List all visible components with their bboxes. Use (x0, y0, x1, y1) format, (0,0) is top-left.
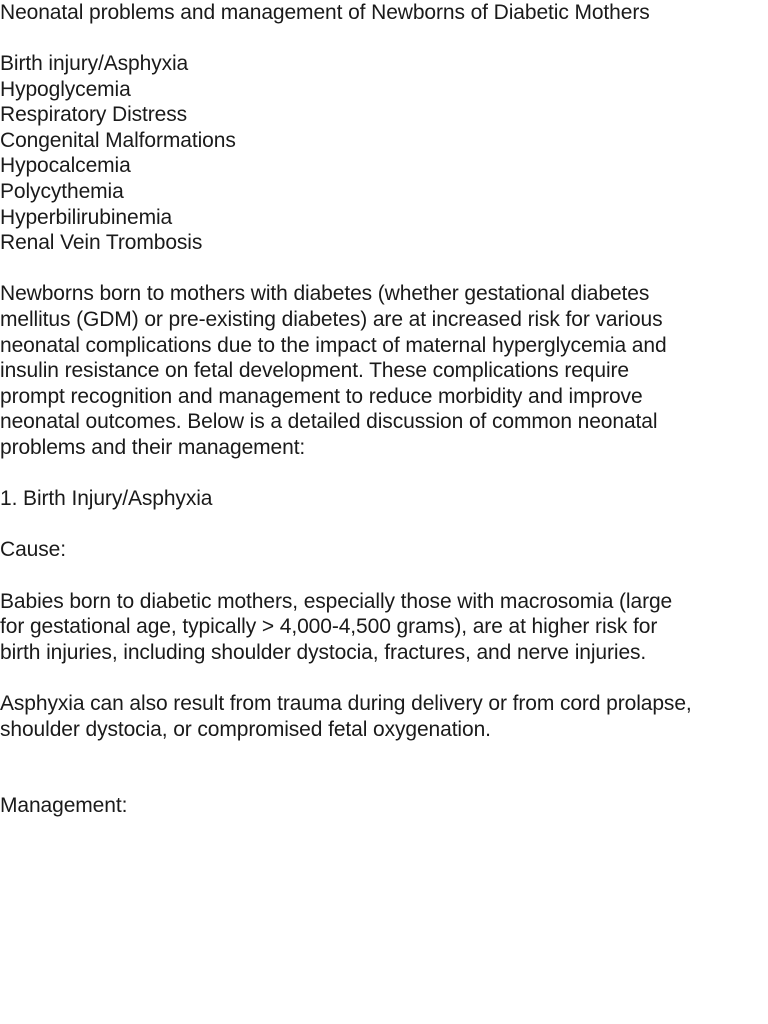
cause-paragraph-line: Asphyxia can also result from trauma during delivery or from cord prolapse, (0, 692, 692, 715)
problem-item: Renal Vein Trombosis (0, 231, 203, 255)
problem-item: Birth injury/Asphyxia (0, 52, 189, 75)
intro-paragraph-line: problems and their management: (0, 436, 306, 459)
cause-label: Cause: (0, 538, 66, 562)
intro-paragraph-line: neonatal outcomes. Below is a detailed discussion of common neonatal (0, 410, 658, 434)
problem-item: Hyperbilirubinemia (0, 205, 173, 229)
intro-paragraph-line: mellitus (GDM) or pre-existing diabetes) are at increased risk for various (0, 308, 663, 331)
management-label: Management: (0, 794, 128, 818)
cause-paragraph-line: for gestational age, typically > 4,000-4,500 grams), are at higher risk for (0, 615, 658, 639)
document-title: Neonatal problems and management of Newborns of Diabetic Mothers (0, 1, 650, 24)
section-heading: 1. Birth Injury/Asphyxia (0, 487, 213, 511)
problem-item: Hypoglycemia (0, 77, 131, 101)
problem-item: Polycythemia (0, 180, 124, 203)
cause-paragraph-line: shoulder dystocia, or compromised fetal oxygenation. (0, 717, 491, 741)
intro-paragraph-line: neonatal complications due to the impact of maternal hyperglycemia and (0, 333, 667, 357)
intro-paragraph-line: Newborns born to mothers with diabetes (whether gestational diabetes (0, 282, 650, 306)
problem-item: Hypocalcemia (0, 154, 131, 178)
intro-paragraph-line: prompt recognition and management to reduce morbidity and improve (0, 384, 643, 408)
intro-paragraph-line: insulin resistance on fetal development. These complications require (0, 359, 629, 383)
cause-paragraph-line: Babies born to diabetic mothers, especially those with macrosomia (large (0, 589, 673, 613)
cause-paragraph-line: birth injuries, including shoulder dystocia, fractures, and nerve injuries. (0, 640, 647, 664)
problem-item: Congenital Malformations (0, 128, 236, 152)
problem-item: Respiratory Distress (0, 103, 188, 127)
